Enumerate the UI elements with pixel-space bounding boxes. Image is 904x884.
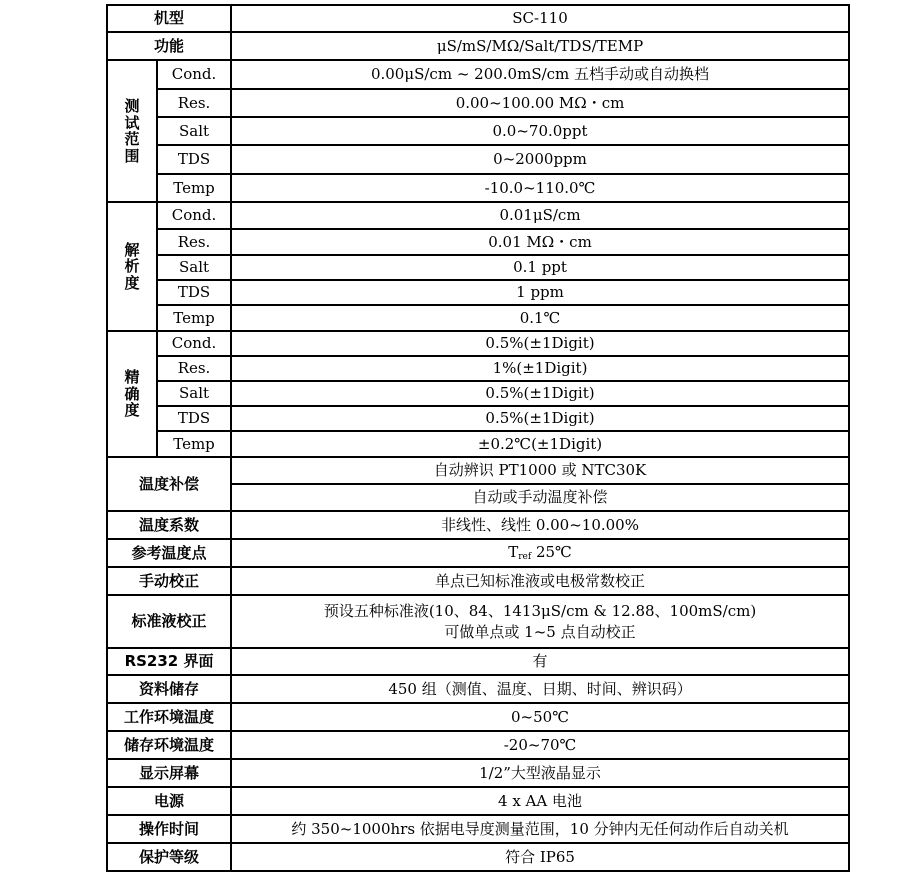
label-model: 机型 <box>107 5 231 32</box>
row-temp-coeff <box>107 511 849 539</box>
row-res-res <box>107 229 849 255</box>
label-work-temp: 工作环境温度 <box>107 703 231 731</box>
label-ref-temp: 参考温度点 <box>107 539 231 567</box>
value-accuracy-cond: 0.5%(±1Digit) <box>231 331 849 356</box>
row-range-temp <box>107 174 849 202</box>
value-op-time: 约 350~1000hrs 依据电导度测量范围，10 分钟内无任何动作后自动关机 <box>231 815 849 843</box>
row-res-salt <box>107 255 849 280</box>
sub-label: Cond. <box>157 60 231 89</box>
label-range: 测 试 范 围 <box>107 60 157 202</box>
sub-label: Salt <box>157 117 231 145</box>
value-rs232: 有 <box>231 648 849 675</box>
label-accuracy: 精 确 度 <box>107 331 157 457</box>
label-function: 功能 <box>107 32 231 60</box>
value-accuracy-res: 1%(±1Digit) <box>231 356 849 381</box>
row-range-salt <box>107 117 849 145</box>
row-range-tds <box>107 145 849 174</box>
label-power: 电源 <box>107 787 231 815</box>
row-protection <box>107 843 849 871</box>
row-std-cal <box>107 595 849 648</box>
value-resolution-tds: 1 ppm <box>231 280 849 305</box>
row-range-res <box>107 89 849 117</box>
value-temp-coeff: 非线性、线性 0.00~10.00% <box>231 511 849 539</box>
value-range-tds: 0~2000ppm <box>231 145 849 174</box>
value-accuracy-tds: 0.5%(±1Digit) <box>231 406 849 431</box>
value-range-cond: 0.00μS/cm ~ 200.0mS/cm 五档手动或自动换档 <box>231 60 849 89</box>
value-work-temp: 0~50℃ <box>231 703 849 731</box>
row-acc-tds <box>107 406 849 431</box>
sub-label: TDS <box>157 145 231 174</box>
sub-label: Temp <box>157 431 231 457</box>
row-acc-temp <box>107 431 849 457</box>
value-temp-comp-1: 自动辨识 PT1000 或 NTC30K <box>231 457 849 484</box>
row-res-temp <box>107 305 849 331</box>
row-power <box>107 787 849 815</box>
row-temp-comp-1 <box>107 457 849 484</box>
sub-label: Salt <box>157 381 231 406</box>
row-range-cond <box>107 60 849 89</box>
value-accuracy-salt: 0.5%(±1Digit) <box>231 381 849 406</box>
row-res-tds <box>107 280 849 305</box>
value-storage: 450 组（测值、温度、日期、时间、辨识码） <box>231 675 849 703</box>
sub-label: Temp <box>157 305 231 331</box>
value-resolution-res: 0.01 MΩ・cm <box>231 229 849 255</box>
value-range-temp: -10.0~110.0℃ <box>231 174 849 202</box>
label-rs232: RS232 界面 <box>107 648 231 675</box>
row-manual-cal <box>107 567 849 595</box>
label-protection: 保护等级 <box>107 843 231 871</box>
label-store-temp: 储存环境温度 <box>107 731 231 759</box>
value-temp-comp-2: 自动或手动温度补偿 <box>231 484 849 511</box>
row-acc-cond <box>107 331 849 356</box>
sub-label: Salt <box>157 255 231 280</box>
value-protection: 符合 IP65 <box>231 843 849 871</box>
row-ref-temp <box>107 539 849 567</box>
value-model: SC-110 <box>231 5 849 32</box>
value-range-res: 0.00~100.00 MΩ・cm <box>231 89 849 117</box>
row-rs232 <box>107 648 849 675</box>
label-display: 显示屏幕 <box>107 759 231 787</box>
row-store-temp <box>107 731 849 759</box>
value-display: 1/2”大型液晶显示 <box>231 759 849 787</box>
row-storage <box>107 675 849 703</box>
row-function <box>107 32 849 60</box>
label-op-time: 操作时间 <box>107 815 231 843</box>
value-resolution-temp: 0.1℃ <box>231 305 849 331</box>
sub-label: Cond. <box>157 331 231 356</box>
value-store-temp: -20~70℃ <box>231 731 849 759</box>
label-manual-cal: 手动校正 <box>107 567 231 595</box>
row-acc-res <box>107 356 849 381</box>
value-std-cal: 预设五种标准液(10、84、1413μS/cm & 12.88、100mS/cm) 可做单点或 1~5 点自动校正 <box>231 595 849 648</box>
row-model <box>107 5 849 32</box>
value-function: μS/mS/MΩ/Salt/TDS/TEMP <box>231 32 849 60</box>
sub-label: Temp <box>157 174 231 202</box>
label-temp-comp: 温度补偿 <box>107 457 231 511</box>
value-resolution-cond: 0.01μS/cm <box>231 202 849 229</box>
row-display <box>107 759 849 787</box>
spec-table <box>106 4 850 872</box>
row-work-temp <box>107 703 849 731</box>
sub-label: TDS <box>157 406 231 431</box>
row-acc-salt <box>107 381 849 406</box>
value-ref-temp: $T_{ref}$ 25℃ <box>231 539 849 567</box>
value-resolution-salt: 0.1 ppt <box>231 255 849 280</box>
row-res-cond <box>107 202 849 229</box>
row-op-time <box>107 815 849 843</box>
value-power: 4 x AA 电池 <box>231 787 849 815</box>
label-temp-coeff: 温度系数 <box>107 511 231 539</box>
value-accuracy-temp: ±0.2℃(±1Digit) <box>231 431 849 457</box>
label-std-cal: 标准液校正 <box>107 595 231 648</box>
label-storage: 资料储存 <box>107 675 231 703</box>
sub-label: TDS <box>157 280 231 305</box>
sub-label: Res. <box>157 229 231 255</box>
value-manual-cal: 单点已知标准液或电极常数校正 <box>231 567 849 595</box>
sub-label: Cond. <box>157 202 231 229</box>
value-range-salt: 0.0~70.0ppt <box>231 117 849 145</box>
sub-label: Res. <box>157 356 231 381</box>
sub-label: Res. <box>157 89 231 117</box>
label-resolution: 解 析 度 <box>107 202 157 331</box>
